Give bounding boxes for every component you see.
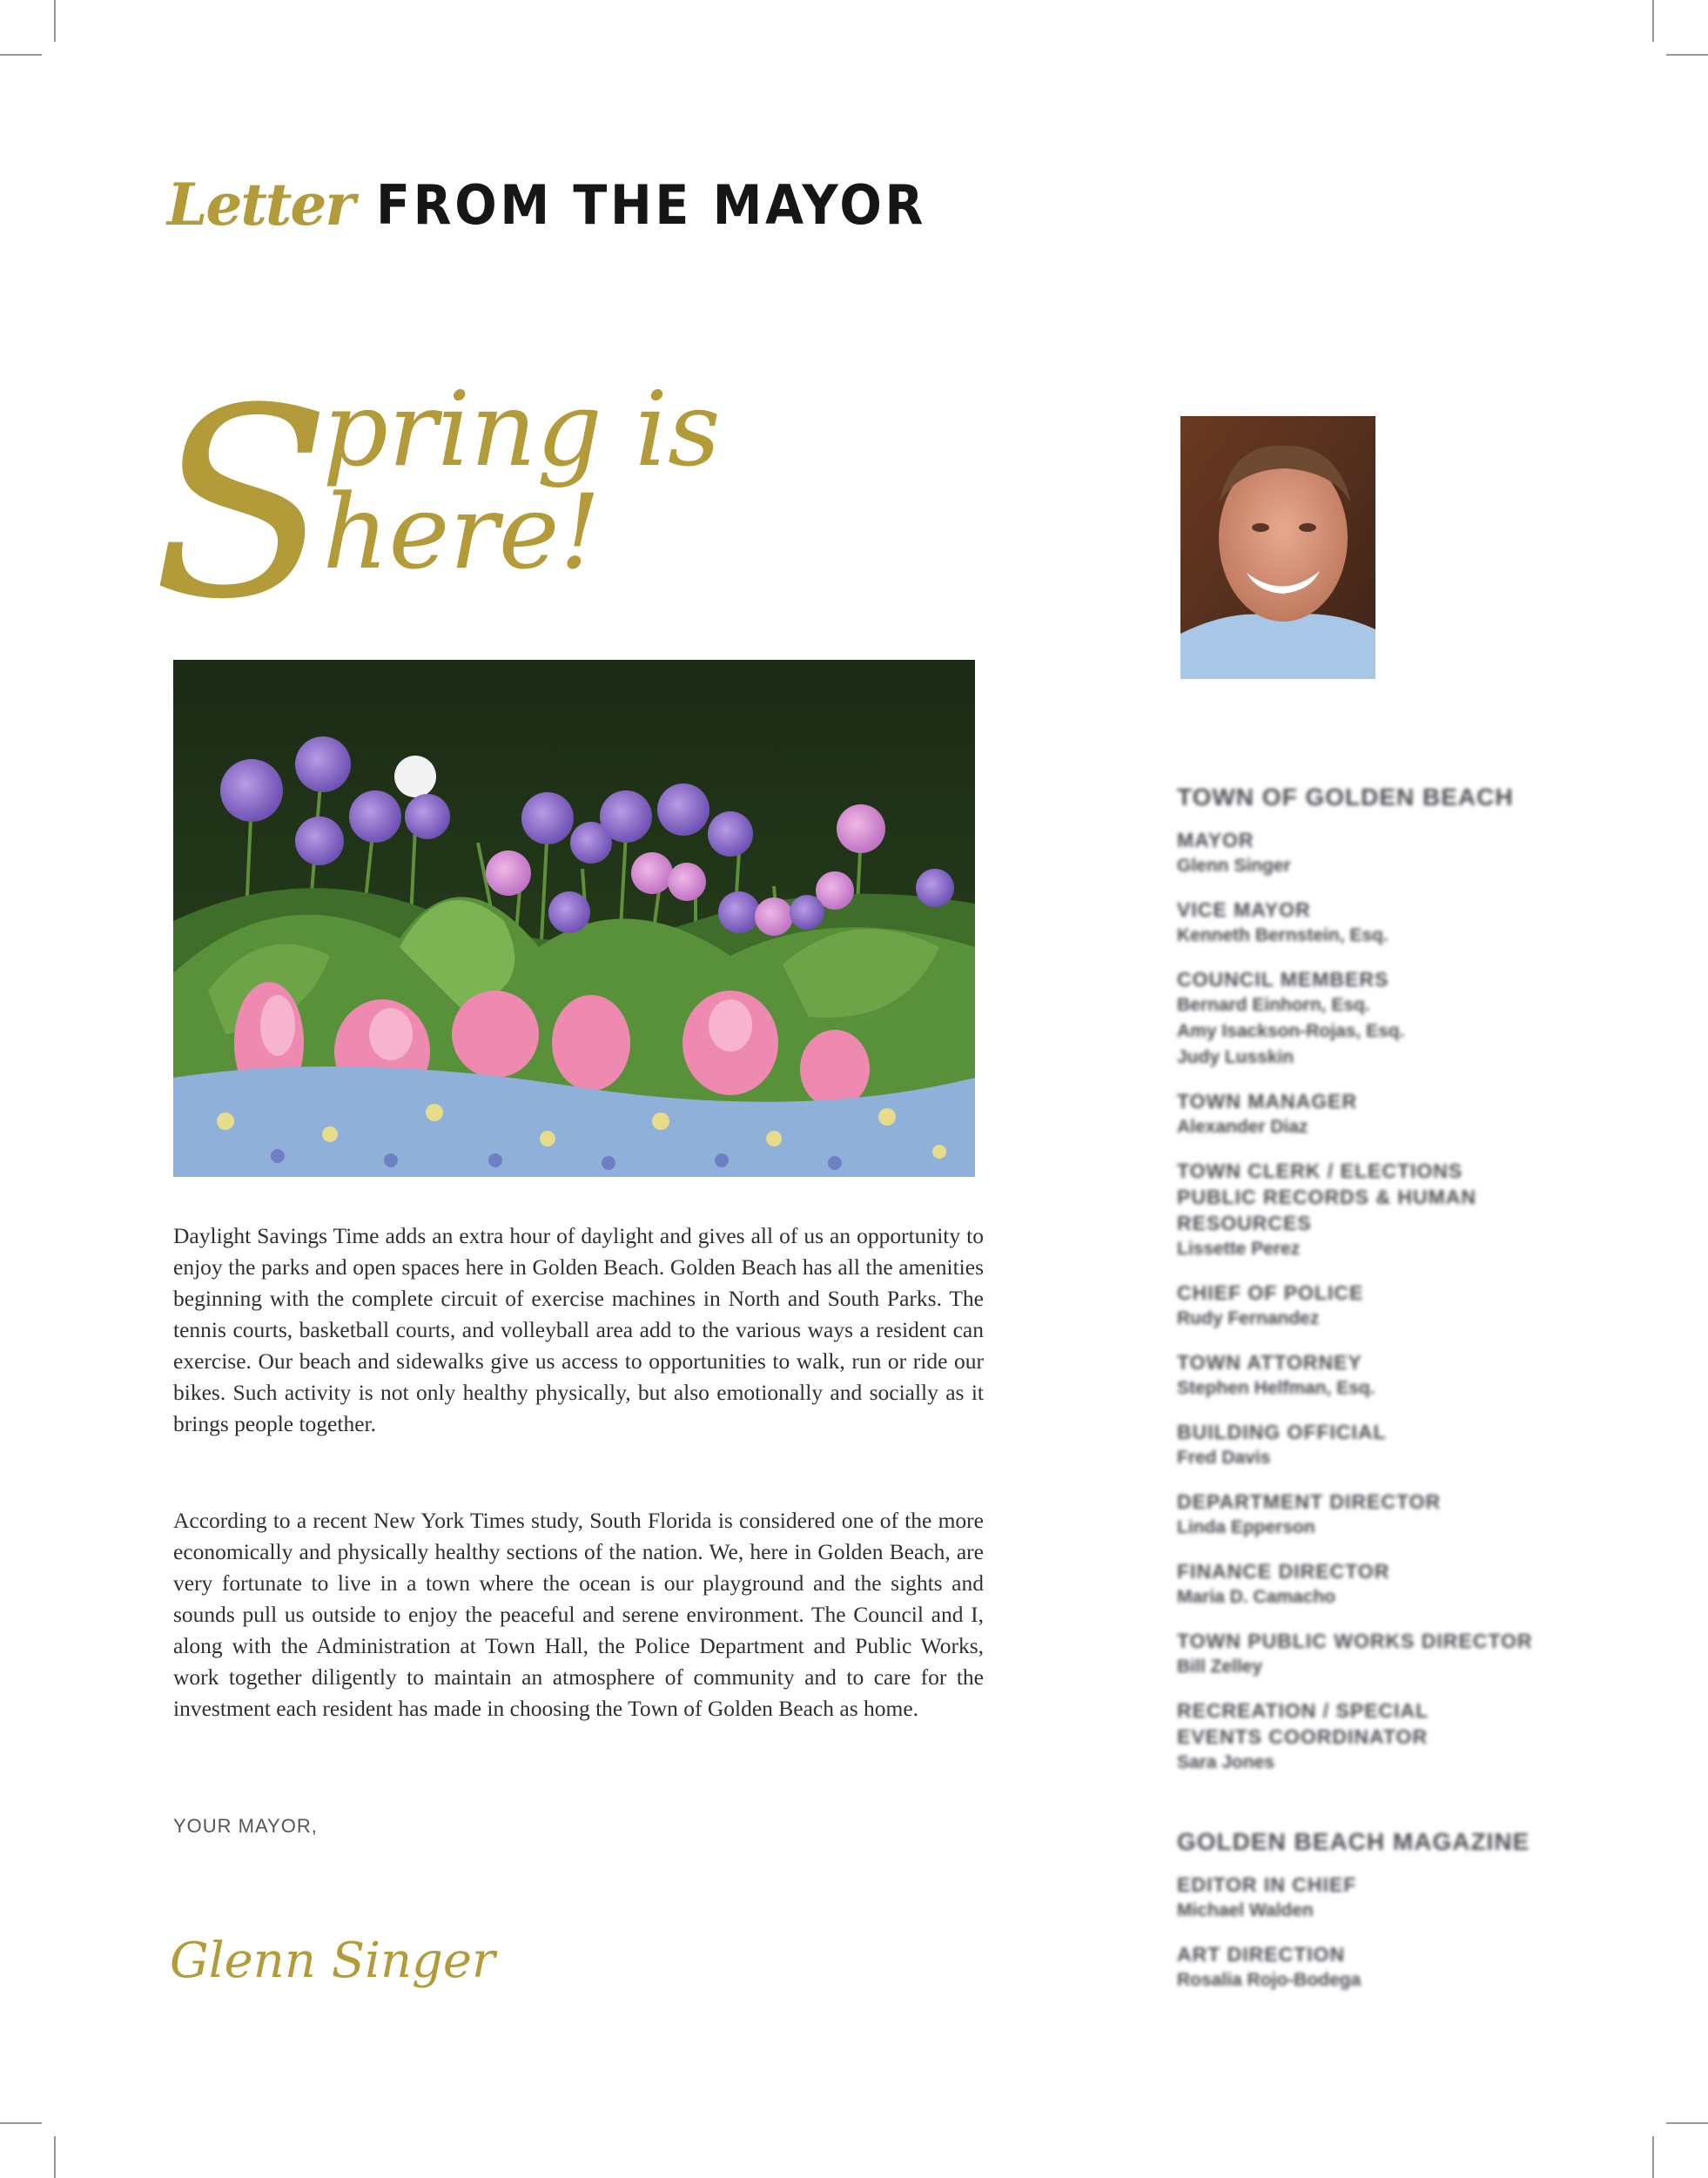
directory-section-title: TOWN OF GOLDEN BEACH [1177,783,1514,810]
directory-name: Lissette Perez [1177,1239,1301,1259]
directory-role: RECREATION / SPECIAL [1177,1699,1429,1722]
directory-role: TOWN PUBLIC WORKS DIRECTOR [1177,1630,1533,1652]
headline-initial: S [152,353,332,656]
directory-entry [1177,1941,1612,1993]
directory-role: BUILDING OFFICIAL [1177,1421,1387,1443]
directory-entry [1177,1558,1612,1610]
paragraph-text: Daylight Savings Time adds an extra hour of daylight and gives all of us an opportunity to enjoy the parks and open spaces here in Golden Beach. Golden Beach has all the amenities beginning with the complete circuit of exercise machines in North and South Parks. The tennis courts, basketball courts, and volleyball area add to the various ways a resident can exercise. Our beach and sidewalks give us access to opportunities to walk, run or ride our bikes. Such activity is not only healthy physically, but also emotionally and socially as it brings people together. [173,1223,984,1436]
letter-paragraph-1 [173,1220,984,1440]
directory-name: Bill Zelley [1177,1657,1263,1677]
directory-name: Stephen Helfman, Esq. [1177,1378,1375,1398]
directory-role: ART DIRECTION [1177,1943,1346,1966]
directory-entry [1177,1349,1612,1402]
section-spacer [1177,1793,1612,1828]
directory-entry [1177,1419,1612,1471]
directory-name: Bernard Einhorn, Esq. [1177,995,1370,1015]
crop-mark [0,54,42,56]
crop-mark [54,0,56,42]
crop-mark [1666,54,1708,56]
directory-name: Michael Walden [1177,1900,1314,1920]
directory-role: EDITOR IN CHIEF [1177,1873,1357,1896]
directory-role: TOWN ATTORNEY [1177,1351,1362,1374]
crop-mark [1652,2136,1654,2178]
directory-name: Rudy Fernandez [1177,1308,1320,1328]
mayor-portrait [1180,416,1375,679]
crop-mark [1666,2122,1708,2124]
directory-name: Fred Davis [1177,1448,1271,1468]
directory-name: Amy Isackson-Rojas, Esq. [1177,1021,1405,1041]
crop-mark [54,2136,56,2178]
crop-mark [0,2122,42,2124]
directory-entry [1177,897,1612,949]
directory-role: TOWN CLERK / ELECTIONS [1177,1160,1463,1182]
directory-role: EVENTS COORDINATOR [1177,1725,1429,1748]
directory-entry [1177,1158,1612,1262]
directory-role: DEPARTMENT DIRECTOR [1177,1490,1442,1513]
signature: Glenn Singer [170,1933,495,1989]
directory-role: TOWN MANAGER [1177,1090,1358,1113]
section-header [167,165,974,244]
headline [152,322,1023,656]
flower-garden-photo [173,660,975,1177]
directory-entry [1177,1489,1612,1541]
header-title: FROM THE MAYOR [376,172,927,237]
directory-role: FINANCE DIRECTOR [1177,1560,1390,1583]
headline-text: pring is here! [322,369,721,592]
signoff: YOUR MAYOR, [173,1815,318,1837]
directory-name: Glenn Singer [1177,856,1291,876]
letter-paragraph-2 [173,1505,984,1724]
directory-role: CHIEF OF POLICE [1177,1281,1364,1304]
directory-role: COUNCIL MEMBERS [1177,968,1389,991]
directory-entry [1177,1280,1612,1332]
directory-role: MAYOR [1177,829,1254,851]
directory-entry [1177,1628,1612,1680]
directory-name: Judy Lusskin [1177,1047,1294,1067]
directory-role: PUBLIC RECORDS & HUMAN RESOURCES [1177,1186,1476,1234]
directory-entry [1177,1697,1612,1776]
directory-name: Linda Epperson [1177,1517,1315,1537]
paragraph-text: According to a recent New York Times study, South Florida is considered one of the more economically and physically healthy sections of the nation. We, here in Golden Beach, are very fortunate to live in a town where the ocean is our playground and the sights and sounds pull us outside to enjoy the peaceful and serene environment. The Council and I, along with the Administration at Town Hall, the Police Department and Public Works, work together diligently to maintain an atmosphere of community and to care for the investment each resident has made in choosing the Town of Golden Beach as home. [173,1508,984,1721]
directory-name: Maria D. Camacho [1177,1587,1336,1607]
directory-entry [1177,1872,1612,1924]
staff-directory [1177,783,1612,2011]
directory-entry [1177,966,1612,1071]
directory-role: VICE MAYOR [1177,898,1311,921]
directory-entry [1177,1088,1612,1140]
directory-name: Rosalia Rojo-Bodega [1177,1970,1362,1990]
directory-name: Sara Jones [1177,1752,1275,1772]
directory-name: Alexander Diaz [1177,1117,1308,1137]
crop-mark [1652,0,1654,42]
directory-name: Kenneth Bernstein, Esq. [1177,925,1389,945]
header-script-word: Letter [167,171,354,239]
directory-entry [1177,827,1612,879]
directory-section-title: GOLDEN BEACH MAGAZINE [1177,1828,1530,1855]
